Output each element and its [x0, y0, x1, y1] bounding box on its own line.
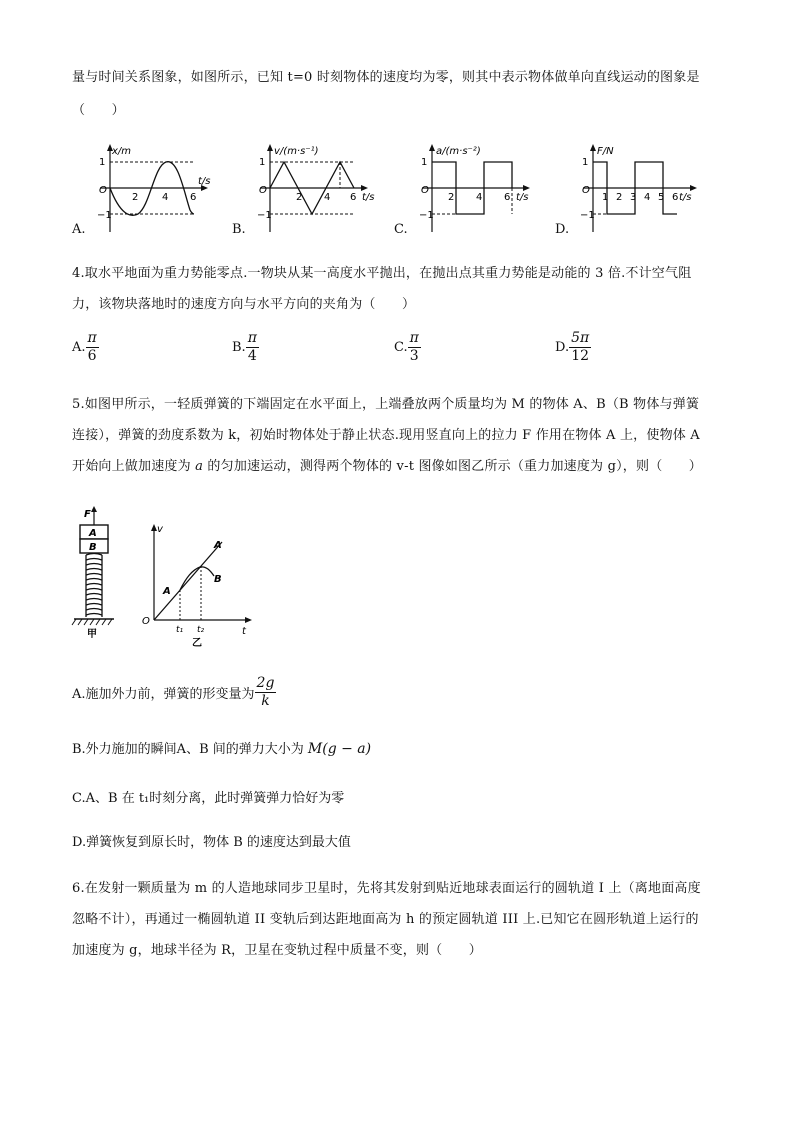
svg-text:F: F	[84, 509, 91, 520]
q5-option-a: A.施加外力前，弹簧的形变量为 $\frac{2g}{k}$	[72, 675, 275, 709]
svg-text:B: B	[89, 542, 97, 553]
svg-text:2: 2	[296, 192, 303, 203]
q6-stem-line3: 加速度为 g，地球半径为 R，卫星在变轨过程中质量不变，则（ ）	[72, 943, 482, 958]
svg-text:5: 5	[658, 192, 665, 203]
svg-text:A: A	[163, 586, 171, 597]
q5-figure-jia	[70, 505, 130, 645]
svg-text:−1: −1	[97, 210, 112, 221]
svg-text:O: O	[259, 185, 267, 196]
svg-text:B: B	[214, 574, 222, 585]
svg-text:2: 2	[448, 192, 455, 203]
q4-option-a: A. $\frac{\pi}{6}$	[72, 330, 97, 364]
svg-text:t/s: t/s	[679, 192, 692, 203]
q5-option-c: C.A、B 在 t₁时刻分离，此时弹簧弹力恰好为零	[72, 791, 345, 806]
spring-icon	[86, 554, 102, 618]
q4-option-b: B. $\frac{\pi}{4}$	[232, 330, 257, 364]
svg-text:t₂: t₂	[197, 625, 205, 635]
svg-text:6: 6	[672, 192, 679, 203]
q3-stem-line1: 量与时间关系图象，如图所示，已知 t=0 时刻物体的速度均为零，则其中表示物体做单向直线运动的图象是	[72, 70, 700, 85]
q3-c-ylabel: a/(m·s⁻²)	[436, 146, 481, 157]
svg-text:O: O	[99, 185, 107, 196]
svg-text:6: 6	[504, 192, 511, 203]
q5-option-b: B.外力施加的瞬间A、B 间的弹力大小为 M(g − a)	[72, 741, 372, 757]
q5-stem-line2: 连接），弹簧的劲度系数为 k，初始时物体处于静止状态.现用竖直向上的拉力 F 作用在物体 A 上，使物体 A	[72, 428, 700, 443]
svg-text:4: 4	[324, 192, 331, 203]
svg-text:t/s: t/s	[198, 176, 211, 187]
svg-text:v: v	[157, 524, 163, 535]
svg-text:4: 4	[162, 192, 169, 203]
q5-stem-line3: 开始向上做加速度为 a 的匀加速运动，测得两个物体的 v-t 图像如图乙所示（重力加速度为 g），则（ ）	[72, 459, 703, 474]
svg-text:A: A	[89, 528, 97, 539]
svg-text:O: O	[421, 185, 429, 196]
svg-text:3: 3	[630, 192, 637, 203]
q6-stem-line2: 忽略不计），再通过一椭圆轨道 II 变轨后到达距地面高为 h 的预定圆轨道 III 上.已知它在圆形轨道上运行的	[72, 912, 699, 927]
svg-text:O: O	[582, 185, 590, 196]
svg-text:乙: 乙	[192, 638, 202, 649]
svg-text:1: 1	[421, 157, 428, 168]
q4-stem-line2: 力，该物块落地时的速度方向与水平方向的夹角为（ ）	[72, 297, 416, 312]
q6-stem-line1: 6.在发射一颗质量为 m 的人造地球同步卫星时，先将其发射到贴近地球表面运行的圆轨道 I 上（离地面高度	[72, 881, 701, 896]
q3-option-d-label: D.	[555, 222, 570, 237]
q4-stem-line1: 4.取水平地面为重力势能零点.一物块从某一高度水平抛出，在抛出点其重力势能是动能的 3 倍.不计空气阻	[72, 266, 692, 281]
svg-text:6: 6	[190, 192, 197, 203]
svg-text:1: 1	[582, 157, 589, 168]
svg-text:t/s: t/s	[516, 192, 529, 203]
ground-hatch-icon	[72, 619, 112, 625]
svg-text:4: 4	[476, 192, 483, 203]
q4-option-d: D. $\frac{5\pi}{12}$	[555, 330, 590, 364]
q3-d-ylabel: F/N	[597, 146, 614, 157]
svg-text:2: 2	[616, 192, 623, 203]
svg-text:−1: −1	[419, 210, 434, 221]
q5-option-d: D.弹簧恢复到原长时，物体 B 的速度达到最大值	[72, 835, 351, 850]
svg-text:t/s: t/s	[362, 192, 375, 203]
svg-text:A: A	[214, 540, 222, 551]
svg-text:甲: 甲	[87, 629, 97, 640]
svg-text:1: 1	[99, 157, 106, 168]
svg-text:1: 1	[602, 192, 609, 203]
svg-text:6: 6	[350, 192, 357, 203]
q3-graph-b	[246, 140, 386, 240]
q3-graph-a	[86, 140, 216, 240]
q3-b-ylabel: v/(m·s⁻¹)	[274, 146, 319, 157]
svg-text:1: 1	[259, 157, 266, 168]
q3-stem-line2: （ ）	[72, 103, 125, 118]
q5-stem-line1: 5.如图甲所示，一轻质弹簧的下端固定在水平面上，上端叠放两个质量均为 M 的物体 A、B（B 物体与弹簧	[72, 397, 700, 412]
line-a	[154, 542, 222, 620]
svg-text:2: 2	[132, 192, 139, 203]
svg-text:t₁: t₁	[176, 625, 184, 635]
svg-text:O: O	[142, 616, 150, 627]
svg-text:4: 4	[644, 192, 651, 203]
q4-option-c: C. $\frac{\pi}{3}$	[394, 330, 419, 364]
q3-option-a-label: A.	[72, 222, 86, 237]
svg-text:−1: −1	[257, 210, 272, 221]
svg-text:t: t	[242, 626, 246, 637]
q3-graph-c	[408, 140, 538, 240]
q3-option-b-label: B.	[232, 222, 246, 237]
q3-option-c-label: C.	[394, 222, 408, 237]
q3-graph-d	[569, 140, 709, 240]
q5-figure-yi	[140, 520, 260, 650]
q3-a-ylabel: x/m	[112, 146, 132, 157]
svg-text:−1: −1	[580, 210, 595, 221]
